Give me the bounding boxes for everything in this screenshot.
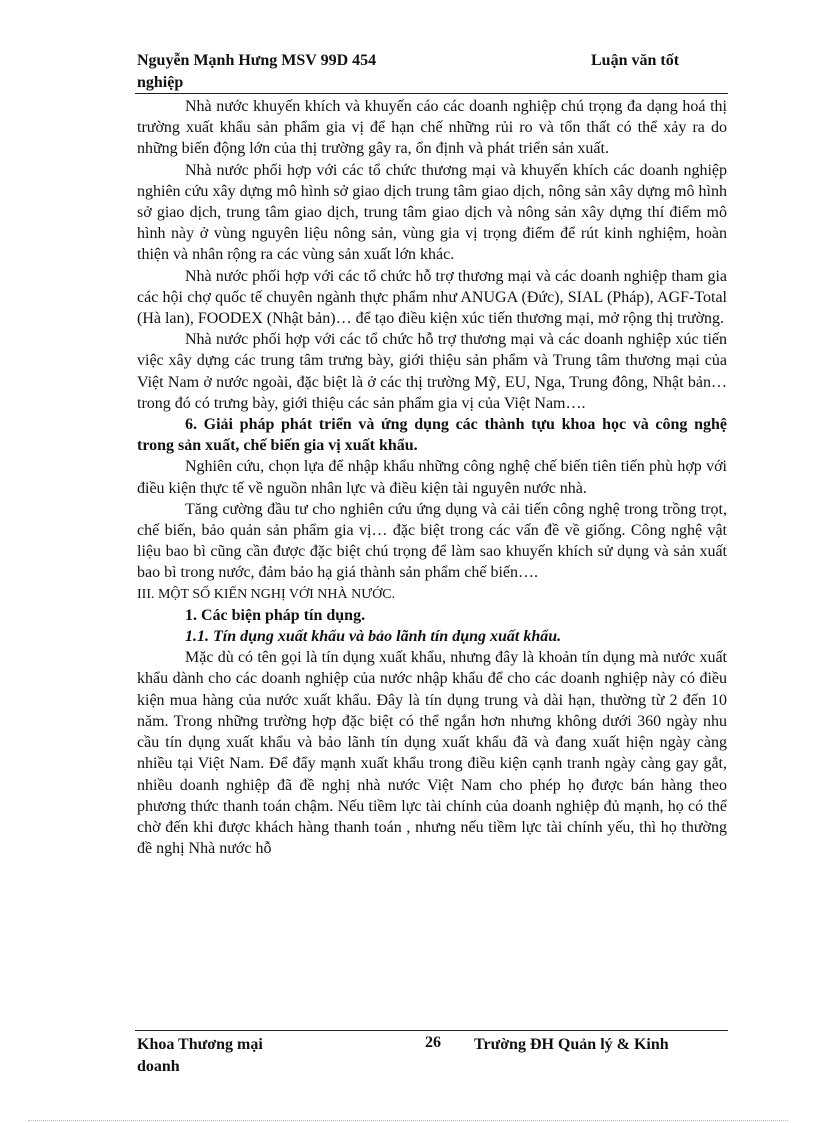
page-body — [137, 96, 727, 859]
subsection-1-1-heading: 1.1. Tín dụng xuất khẩu và bảo lãnh tín dụng xuất khẩu. — [185, 628, 562, 646]
header-doc-type-wrap: nghiệp — [137, 74, 184, 91]
page-number: 26 — [425, 1034, 441, 1051]
section-iii-heading: III. MỘT SỐ KIẾN NGHỊ VỚI NHÀ NƯỚC. — [137, 586, 396, 602]
page-bottom-divider — [28, 1120, 788, 1121]
footer-faculty: Khoa Thương mại — [137, 1036, 263, 1053]
paragraph: Nhà nước phối hợp với các tổ chức thương mại và khuyến khích các doanh nghiệp nghiên cứu xây dựng mô hình sở giao dịch trung tâm giao dịch, nông sản xây dựng mô hình sở giao dịch, trung tâm giao dịch, trung tâm giao dịch và nông sản xây dựng thí điểm mô hình này ở vùng nguyên liệu nông sản, vùng gia vị trọng điểm để rút kinh nghiệm, hoàn thiện và nhân rộng ra các vùng sản xuất lớn khác. — [137, 161, 727, 264]
paragraph: Mặc dù có tên gọi là tín dụng xuất khẩu, nhưng đây là khoản tín dụng mà nước xuất khẩu dành cho các doanh nghiệp của nước nhập khẩu để cho các doanh nghiệp này có điều kiện mua hàng của nước xuất khẩu. Đây là tín dụng trung và dài hạn, thường từ 2 đến 10 năm. Trong những trường hợp đặc biệt có thể ngắn hơn nhưng không dưới 360 ngày nhu cầu tín dụng xuất khẩu và bảo lãnh tín dụng xuất khẩu đã và đang xuất hiện ngày càng nhiều tại Việt Nam. Để đẩy mạnh xuất khẩu trong điều kiện cạnh tranh ngày càng gay gắt, nhiều doanh nghiệp đã đề nghị nhà nước Việt Nam cho phép họ được bán hàng theo phương thức thanh toán chậm. Nếu tiềm lực tài chính của doanh nghiệp đủ mạnh, họ có thể chờ đến khi được khách hàng thanh toán , nhưng nếu tiềm lực tài chính yếu, thì họ thường đề nghị Nhà nước hỗ — [137, 649, 727, 858]
header-rule — [135, 93, 728, 94]
paragraph: Tăng cường đầu tư cho nghiên cứu ứng dụng và cải tiến công nghệ trong trồng trọt, chế biến, bảo quản sản phẩm gia vị… đặc biệt trong các vấn đề về giống. Công nghệ vật liệu bao bì cũng cần được đặc biệt chú trọng để làm sao khuyến khích sử dụng và sản xuất bao bì trong nước, đảm bảo hạ giá thành sản phẩm chế biến…. — [137, 500, 727, 582]
section-6-heading: 6. Giải pháp phát triển và ứng dụng các thành tựu khoa học và công nghệ trong sản xuất, chế biến gia vị xuất khẩu. — [137, 416, 727, 455]
header-doc-type: Luận văn tốt — [591, 52, 680, 69]
paragraph: Nhà nước khuyến khích và khuyến cáo các doanh nghiệp chú trọng đa dạng hoá thị trường xuất khẩu sản phẩm gia vị để hạn chế những rủi ro và tổn thất có thể xảy ra do những biến động lớn của thị trường gây ra, ổn định và phát triển sản xuất. — [137, 98, 727, 158]
footer-rule — [135, 1030, 728, 1031]
footer-faculty-wrap: doanh — [137, 1058, 180, 1075]
paragraph: Nhà nước phối hợp với các tổ chức hỗ trợ thương mại và các doanh nghiệp tham gia các hội chợ quốc tế chuyên ngành thực phẩm như ANUGA (Đức), SIAL (Pháp), AGF-Total (Hà lan), FOODEX (Nhật bản)… để tạo điều kiện xúc tiến thương mại, mở rộng thị trường. — [137, 267, 727, 328]
header-author: Nguyễn Mạnh Hưng MSV 99D 454 — [137, 52, 377, 69]
paragraph: Nhà nước phối hợp với các tổ chức hỗ trợ thương mại và các doanh nghiệp xúc tiến việc xây dựng các trung tâm trưng bày, giới thiệu sản phẩm và Trung tâm thương mại của Việt Nam ở nước ngoài, đặc biệt là ở các thị trường Mỹ, EU, Nga, Trung đông, Nhật bản… trong đó có trưng bày, giới thiệu các sản phẩm gia vị của Việt Nam…. — [137, 331, 727, 412]
paragraph: Nghiên cứu, chọn lựa để nhập khẩu những công nghệ chế biến tiên tiến phù hợp với điều kiện thực tế về nguồn nhân lực và điều kiện tài nguyên nước nhà. — [137, 458, 727, 497]
footer-school: Trường ĐH Quản lý & Kinh — [474, 1036, 669, 1053]
subsection-1-heading: 1. Các biện pháp tín dụng. — [185, 606, 366, 624]
